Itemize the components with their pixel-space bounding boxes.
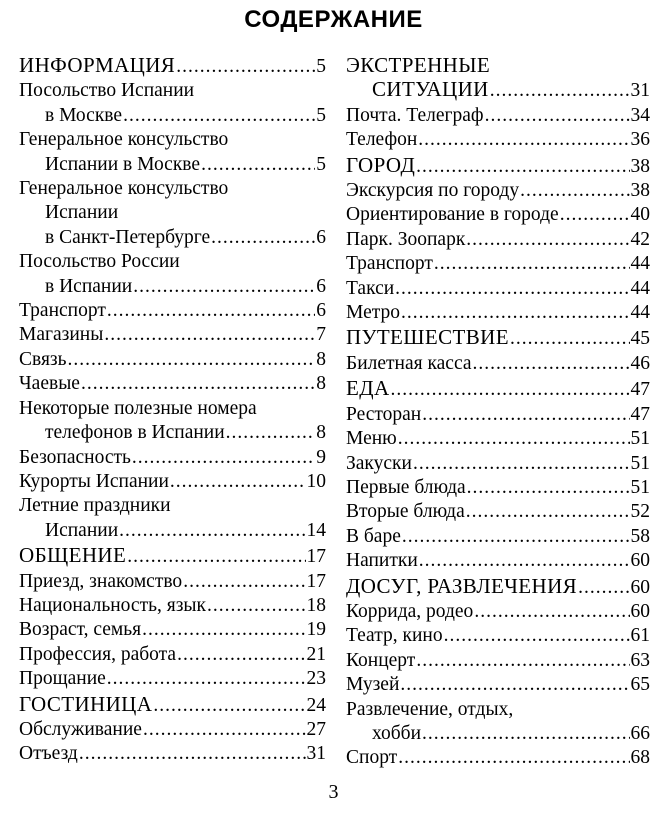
toc-page-number: 5 bbox=[316, 153, 326, 175]
toc-page-number: 8 bbox=[316, 422, 326, 444]
toc-page-number: 24 bbox=[306, 694, 326, 716]
toc-page-number: 8 bbox=[316, 348, 326, 370]
toc-entry-title: Генеральное консульство bbox=[19, 178, 229, 200]
toc-page-number: 40 bbox=[630, 204, 650, 226]
toc-entry-line bbox=[346, 128, 650, 152]
toc-entry-title: Чаевые bbox=[19, 373, 80, 395]
dot-leader bbox=[183, 570, 305, 594]
toc-page-number: 17 bbox=[306, 546, 326, 568]
toc-entry-title: ГОСТИНИЦА bbox=[19, 691, 153, 716]
toc-entry-line bbox=[346, 153, 650, 179]
toc-entry bbox=[346, 452, 650, 476]
toc-entry-title: Метро bbox=[346, 302, 400, 324]
dot-leader bbox=[466, 500, 630, 524]
toc-entry-title: в Санкт-Петербурге bbox=[45, 226, 211, 248]
toc-entry bbox=[346, 698, 650, 747]
toc-page-number: 60 bbox=[630, 600, 650, 622]
toc-entry-line bbox=[19, 543, 326, 569]
toc-entry bbox=[346, 104, 650, 128]
toc-page-number: 6 bbox=[316, 226, 326, 248]
toc-page-number: 51 bbox=[630, 428, 650, 450]
toc-entry-line bbox=[346, 252, 650, 276]
toc-page-number: 7 bbox=[316, 324, 326, 346]
toc-entry-title: Первые блюда bbox=[346, 476, 466, 498]
toc-entry-line bbox=[19, 250, 326, 274]
dot-leader bbox=[177, 643, 305, 667]
toc-entry-line bbox=[346, 500, 650, 524]
dot-leader bbox=[391, 378, 630, 402]
toc-entry bbox=[346, 600, 650, 624]
toc-entry-line bbox=[19, 177, 326, 201]
dot-leader bbox=[81, 372, 315, 396]
toc-entry-title: Парк. Зоопарк bbox=[346, 228, 466, 250]
toc-entry-line bbox=[346, 673, 650, 697]
toc-column-right bbox=[346, 53, 650, 771]
toc-page-number: 9 bbox=[316, 446, 326, 468]
toc-entry bbox=[19, 323, 326, 347]
toc-entry bbox=[19, 299, 326, 323]
toc-entry-title: Обслуживание bbox=[19, 718, 142, 740]
toc-entry-title: Испании в Москве bbox=[45, 153, 201, 175]
toc-entry-line bbox=[19, 275, 326, 299]
toc-page-number: 14 bbox=[306, 519, 326, 541]
toc-page-number: 23 bbox=[306, 668, 326, 690]
toc-entry bbox=[346, 624, 650, 648]
dot-leader bbox=[467, 476, 630, 500]
toc-entry bbox=[19, 177, 326, 250]
toc-entry-line bbox=[19, 104, 326, 128]
toc-entry-line bbox=[346, 476, 650, 500]
toc-page-number: 19 bbox=[306, 619, 326, 641]
toc-entry bbox=[346, 746, 650, 770]
toc-page-number: 66 bbox=[630, 722, 650, 744]
toc-entry-line bbox=[19, 372, 326, 396]
page-number: 3 bbox=[328, 781, 339, 803]
dot-leader bbox=[444, 624, 630, 648]
dot-leader bbox=[434, 252, 630, 276]
toc-entry-line bbox=[346, 325, 650, 351]
toc-entry-line bbox=[346, 53, 650, 77]
toc-entry-line bbox=[19, 570, 326, 594]
toc-entry-line bbox=[346, 549, 650, 573]
dot-leader bbox=[123, 104, 315, 128]
toc-entry-line bbox=[19, 667, 326, 691]
toc-entry-line bbox=[346, 179, 650, 203]
toc-entry-line bbox=[19, 299, 326, 323]
toc-entry bbox=[346, 549, 650, 573]
dot-leader bbox=[578, 576, 629, 600]
toc-entry bbox=[19, 594, 326, 618]
toc-column-left bbox=[19, 53, 326, 767]
dot-leader bbox=[400, 673, 629, 697]
toc-entry-line bbox=[19, 446, 326, 470]
toc-page-number: 65 bbox=[630, 674, 650, 696]
toc-entry bbox=[346, 128, 650, 152]
toc-entry-line bbox=[346, 746, 650, 770]
dot-leader bbox=[119, 519, 305, 543]
toc-entry-line bbox=[19, 348, 326, 372]
toc-page-number: 44 bbox=[630, 302, 650, 324]
toc-entry-line bbox=[19, 692, 326, 718]
toc-entry-title: в Испании bbox=[45, 275, 133, 297]
toc-entry-line bbox=[19, 618, 326, 642]
dot-leader bbox=[418, 128, 629, 152]
toc-entry-title: Коррида, родео bbox=[346, 600, 474, 622]
toc-entry-title: телефонов в Испании bbox=[45, 422, 225, 444]
toc-page-number: 36 bbox=[630, 129, 650, 151]
toc-entry-line bbox=[19, 397, 326, 421]
toc-entry-title: В баре bbox=[346, 525, 401, 547]
toc-entry bbox=[19, 79, 326, 128]
toc-entry bbox=[346, 476, 650, 500]
toc-entry-title: ГОРОД bbox=[346, 152, 416, 177]
toc-entry-title: Театр, кино bbox=[346, 625, 443, 647]
toc-entry-line bbox=[346, 352, 650, 376]
dot-leader bbox=[490, 79, 630, 103]
toc-section-heading bbox=[346, 153, 650, 179]
toc-entry-title: Спорт bbox=[346, 747, 398, 769]
toc-entry-title: Профессия, работа bbox=[19, 643, 177, 665]
toc-entry-line bbox=[19, 718, 326, 742]
toc-entry-title: Телефон bbox=[346, 129, 418, 151]
toc-entry-line bbox=[19, 421, 326, 445]
toc-page-number: 44 bbox=[630, 277, 650, 299]
toc-entry-line bbox=[346, 104, 650, 128]
toc-entry-title: СИТУАЦИИ bbox=[372, 77, 489, 102]
toc-section-heading bbox=[346, 325, 650, 351]
dot-leader bbox=[473, 352, 630, 376]
toc-entry-title: Прощание bbox=[19, 668, 106, 690]
toc-entry-line bbox=[19, 128, 326, 152]
toc-entry-title: Меню bbox=[346, 428, 397, 450]
dot-leader bbox=[398, 427, 630, 451]
toc-section-heading bbox=[346, 376, 650, 402]
toc-entry-title: Закуски bbox=[346, 452, 412, 474]
dot-leader bbox=[107, 299, 315, 323]
toc-page-number: 21 bbox=[306, 643, 326, 665]
dot-leader bbox=[201, 153, 315, 177]
dot-leader bbox=[104, 323, 315, 347]
toc-entry-title: Концерт bbox=[346, 649, 416, 671]
toc-page-number: 18 bbox=[306, 594, 326, 616]
toc-entry-title: ЕДА bbox=[346, 376, 390, 401]
dot-leader bbox=[133, 275, 315, 299]
toc-section-heading bbox=[346, 574, 650, 600]
dot-leader bbox=[416, 649, 629, 673]
toc-entry-line bbox=[346, 203, 650, 227]
dot-leader bbox=[510, 327, 630, 351]
toc-entry bbox=[19, 372, 326, 396]
toc-entry-line bbox=[19, 79, 326, 103]
toc-page-number: 34 bbox=[630, 104, 650, 126]
toc-entry bbox=[19, 667, 326, 691]
toc-page-number: 60 bbox=[630, 576, 650, 598]
toc-entry-title: Генеральное консульство bbox=[19, 129, 229, 151]
toc-entry-title: Летние праздники bbox=[19, 495, 171, 517]
toc-page-number: 42 bbox=[630, 228, 650, 250]
toc-entry bbox=[19, 618, 326, 642]
dot-leader bbox=[520, 179, 629, 203]
toc-page-number: 38 bbox=[630, 180, 650, 202]
toc-entry-title: Испании bbox=[45, 519, 119, 541]
dot-leader bbox=[79, 742, 306, 766]
toc-page-number: 38 bbox=[630, 155, 650, 177]
toc-entry-title: Вторые блюда bbox=[346, 501, 465, 523]
toc-entry bbox=[19, 250, 326, 299]
toc-page-number: 52 bbox=[630, 501, 650, 523]
toc-page-number: 51 bbox=[630, 452, 650, 474]
toc-entry-title: Музей bbox=[346, 674, 400, 696]
toc-entry-title: Безопасность bbox=[19, 446, 131, 468]
toc-page-number: 61 bbox=[630, 625, 650, 647]
toc-entry bbox=[19, 643, 326, 667]
toc-page-number: 68 bbox=[630, 747, 650, 769]
toc-entry bbox=[19, 348, 326, 372]
toc-entry-title: в Москве bbox=[45, 104, 123, 126]
toc-page-number: 6 bbox=[316, 275, 326, 297]
dot-leader bbox=[107, 667, 306, 691]
toc-entry-title: Приезд, знакомство bbox=[19, 570, 183, 592]
toc-entry-line bbox=[346, 574, 650, 600]
toc-entry-title: Транспорт bbox=[19, 300, 106, 322]
dot-leader bbox=[416, 155, 629, 179]
dot-leader bbox=[485, 104, 630, 128]
toc-entry-line bbox=[346, 722, 650, 746]
toc-page-number: 10 bbox=[306, 470, 326, 492]
toc-page-number: 5 bbox=[316, 56, 326, 77]
toc-page-number: 17 bbox=[306, 570, 326, 592]
toc-entry-title: Транспорт bbox=[346, 253, 433, 275]
dot-leader bbox=[474, 600, 629, 624]
toc-entry-line bbox=[346, 77, 650, 103]
toc-entry bbox=[19, 397, 326, 446]
toc-entry-line bbox=[19, 201, 326, 225]
toc-entry-line bbox=[346, 698, 650, 722]
toc-entry-title: хобби bbox=[372, 722, 422, 744]
toc-entry-line bbox=[346, 376, 650, 402]
toc-entry-title: Отъезд bbox=[19, 743, 78, 765]
toc-section-heading bbox=[19, 543, 326, 569]
toc-entry-line bbox=[346, 649, 650, 673]
toc-entry bbox=[346, 525, 650, 549]
toc-page-number: 47 bbox=[630, 379, 650, 401]
toc-entry-title: ИНФОРМАЦИЯ bbox=[19, 53, 176, 77]
toc-page-number: 45 bbox=[630, 328, 650, 350]
toc-entry bbox=[19, 494, 326, 543]
toc-entry-line bbox=[346, 624, 650, 648]
toc-page-number: 6 bbox=[316, 300, 326, 322]
dot-leader bbox=[401, 301, 630, 325]
dot-leader bbox=[422, 722, 629, 746]
toc-entry bbox=[346, 352, 650, 376]
toc-entry-title: Ресторан bbox=[346, 403, 422, 425]
toc-entry-title: Экскурсия по городу bbox=[346, 180, 520, 202]
toc-entry-line bbox=[346, 525, 650, 549]
toc-entry-title: Испании bbox=[45, 202, 119, 224]
toc-entry bbox=[19, 446, 326, 470]
dot-leader bbox=[153, 694, 305, 718]
toc-entry-line bbox=[19, 323, 326, 347]
toc-entry-line bbox=[346, 452, 650, 476]
toc-entry-title: Магазины bbox=[19, 324, 104, 346]
dot-leader bbox=[466, 228, 629, 252]
toc-entry-line bbox=[346, 277, 650, 301]
toc-entry-title: Возраст, семья bbox=[19, 619, 142, 641]
toc-entry-line bbox=[346, 403, 650, 427]
toc-entry-line bbox=[346, 228, 650, 252]
dot-leader bbox=[226, 421, 316, 445]
toc-entry bbox=[346, 403, 650, 427]
toc-entry-title: ДОСУГ, РАЗВЛЕЧЕНИЯ bbox=[346, 573, 578, 598]
toc-entry-title: Почта. Телеграф bbox=[346, 104, 484, 126]
toc-entry-title: Билетная касса bbox=[346, 352, 472, 374]
toc-entry-title: Такси bbox=[346, 277, 395, 299]
dot-leader bbox=[419, 549, 630, 573]
toc-page-number: 63 bbox=[630, 649, 650, 671]
dot-leader bbox=[211, 226, 315, 250]
dot-leader bbox=[422, 403, 629, 427]
toc-page-number: 47 bbox=[630, 403, 650, 425]
dot-leader bbox=[143, 718, 306, 742]
toc-page-number: 27 bbox=[306, 718, 326, 740]
toc-entry bbox=[19, 128, 326, 177]
toc-section-heading bbox=[19, 53, 326, 79]
dot-leader bbox=[402, 525, 630, 549]
toc-page-number: 31 bbox=[306, 743, 326, 765]
toc-entry bbox=[19, 742, 326, 766]
dot-leader bbox=[176, 55, 315, 79]
toc-entry-line bbox=[19, 53, 326, 79]
toc-page-number: 51 bbox=[630, 476, 650, 498]
toc-entry bbox=[346, 228, 650, 252]
toc-page-number: 31 bbox=[630, 80, 650, 102]
toc-entry bbox=[346, 179, 650, 203]
toc-entry-title: Посольство Испании bbox=[19, 80, 195, 102]
toc-entry bbox=[346, 277, 650, 301]
toc-entry bbox=[346, 301, 650, 325]
toc-entry-title: Некоторые полезные номера bbox=[19, 397, 257, 419]
toc-entry-line bbox=[19, 494, 326, 518]
toc-entry-title: ПУТЕШЕСТВИЕ bbox=[346, 325, 509, 350]
toc-entry-line bbox=[346, 301, 650, 325]
toc-entry-line bbox=[19, 226, 326, 250]
toc-entry-title: Курорты Испании bbox=[19, 470, 169, 492]
toc-page-number: 58 bbox=[630, 525, 650, 547]
toc-entry-line bbox=[19, 470, 326, 494]
dot-leader bbox=[207, 594, 306, 618]
dot-leader bbox=[142, 618, 305, 642]
toc-entry bbox=[346, 203, 650, 227]
dot-leader bbox=[560, 203, 630, 227]
toc-entry bbox=[346, 427, 650, 451]
toc-entry-title: Посольство России bbox=[19, 251, 180, 273]
dot-leader bbox=[413, 452, 630, 476]
toc-section-heading bbox=[346, 53, 650, 104]
dot-leader bbox=[395, 277, 629, 301]
toc-entry-title: Ориентирование в городе bbox=[346, 204, 559, 226]
toc-entry bbox=[346, 252, 650, 276]
toc-page-number: 5 bbox=[316, 104, 326, 126]
page-title: СОДЕРЖАНИЕ bbox=[244, 6, 423, 33]
dot-leader bbox=[170, 470, 306, 494]
toc-entry bbox=[19, 570, 326, 594]
toc-entry-line bbox=[19, 153, 326, 177]
toc-section-heading bbox=[19, 692, 326, 718]
toc-page-number: 60 bbox=[630, 550, 650, 572]
toc-page-number: 46 bbox=[630, 352, 650, 374]
toc-entry-line bbox=[346, 600, 650, 624]
toc-page-number: 44 bbox=[630, 253, 650, 275]
toc-entry-title: ОБЩЕНИЕ bbox=[19, 543, 127, 568]
toc-entry bbox=[346, 500, 650, 524]
toc-entry bbox=[346, 673, 650, 697]
dot-leader bbox=[127, 545, 305, 569]
toc-entry-line bbox=[19, 643, 326, 667]
toc-entry-title: ЭКСТРЕННЫЕ bbox=[346, 53, 491, 77]
dot-leader bbox=[398, 746, 629, 770]
toc-entry-title: Развлечение, отдых, bbox=[346, 698, 514, 720]
toc-entry-line bbox=[346, 427, 650, 451]
toc-entry bbox=[346, 649, 650, 673]
toc-entry-line bbox=[19, 594, 326, 618]
toc-entry bbox=[19, 470, 326, 494]
toc-entry-title: Национальность, язык bbox=[19, 594, 206, 616]
toc-entry bbox=[19, 718, 326, 742]
toc-entry-title: Напитки bbox=[346, 550, 418, 572]
toc-page-number: 8 bbox=[316, 373, 326, 395]
toc-entry-line bbox=[19, 519, 326, 543]
dot-leader bbox=[132, 446, 315, 470]
dot-leader bbox=[68, 348, 316, 372]
toc-entry-title: Связь bbox=[19, 348, 67, 370]
toc-entry-line bbox=[19, 742, 326, 766]
